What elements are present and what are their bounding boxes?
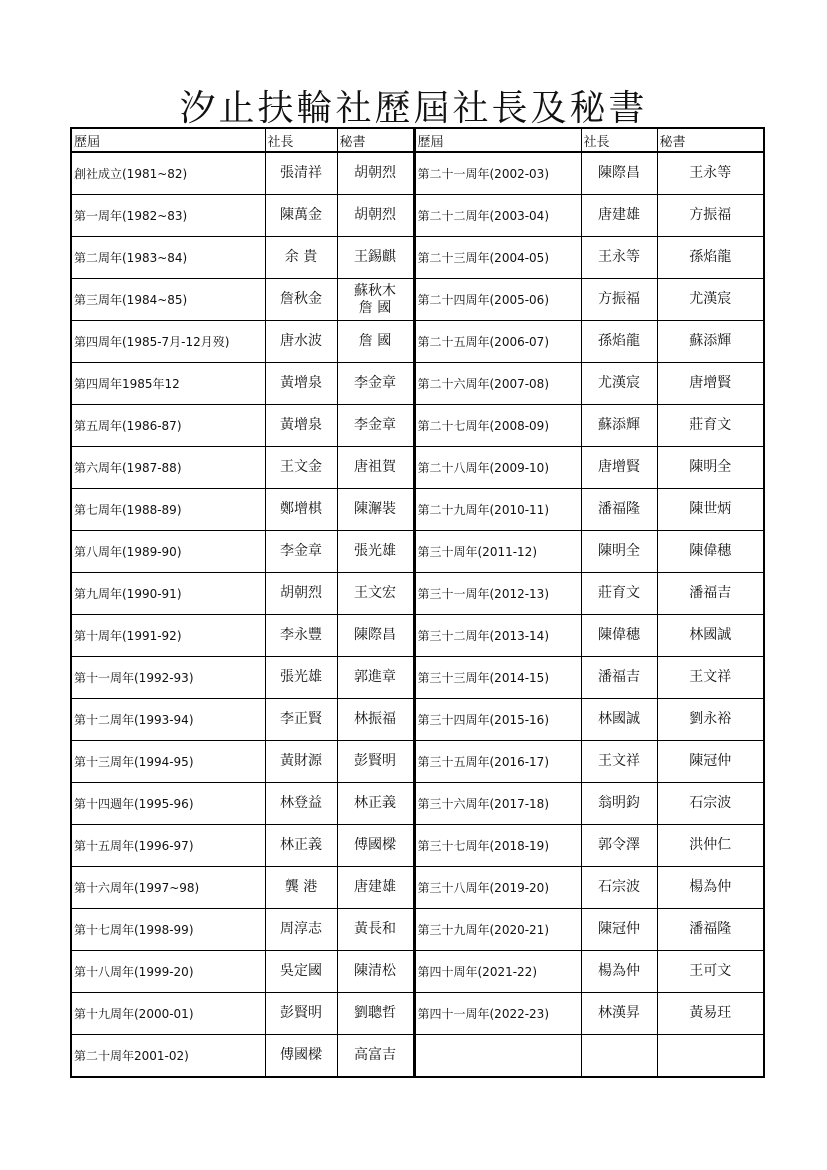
- table-row: [71, 951, 764, 993]
- cell-secretary-right: 黃易玨: [657, 993, 764, 1035]
- cell-secretary-right: 王可文: [657, 951, 764, 993]
- cell-secretary-right: 王文祥: [657, 657, 764, 699]
- cell-secretary-left: 陳際昌: [337, 615, 414, 657]
- table-row: [71, 615, 764, 657]
- cell-secretary-left: 王文宏: [337, 573, 414, 615]
- cell-secretary-right: 蘇添輝: [657, 321, 764, 363]
- cell-term-right: 第三十三周年(2014-15): [414, 657, 581, 699]
- cell-term-left: 第四周年(1985-7月-12月歿): [71, 321, 265, 363]
- table-row: [71, 531, 764, 573]
- cell-term-left: 第十二周年(1993-94): [71, 699, 265, 741]
- cell-term-right: 第三十周年(2011-12): [414, 531, 581, 573]
- cell-president-left: 傅國樑: [265, 1035, 337, 1078]
- cell-term-left: 創社成立(1981~82): [71, 152, 265, 195]
- cell-president-right: 尤漢宸: [581, 363, 657, 405]
- cell-president-left: 林登益: [265, 783, 337, 825]
- table-row: [71, 363, 764, 405]
- cell-term-left: 第二十周年2001-02): [71, 1035, 265, 1078]
- cell-term-left: 第六周年(1987-88): [71, 447, 265, 489]
- cell-president-right: 唐建雄: [581, 195, 657, 237]
- cell-secretary-right: 楊為仲: [657, 867, 764, 909]
- cell-president-right: 孫焰龍: [581, 321, 657, 363]
- cell-president-right: 王永等: [581, 237, 657, 279]
- header-term-right: 歷屆: [414, 128, 581, 152]
- cell-term-left: 第十周年(1991-92): [71, 615, 265, 657]
- cell-secretary-left: 陳清松: [337, 951, 414, 993]
- cell-secretary-left: 唐建雄: [337, 867, 414, 909]
- cell-secretary-right: 尤漢宸: [657, 279, 764, 321]
- cell-president-left: 龔 港: [265, 867, 337, 909]
- cell-president-left: 張清祥: [265, 152, 337, 195]
- cell-secretary-left: 黃長和: [337, 909, 414, 951]
- table-row: [71, 237, 764, 279]
- table-row: [71, 489, 764, 531]
- cell-president-right: 陳際昌: [581, 152, 657, 195]
- cell-president-left: 張光雄: [265, 657, 337, 699]
- cell-term-left: 第二周年(1983~84): [71, 237, 265, 279]
- table-row: [71, 909, 764, 951]
- header-president-right: 社長: [581, 128, 657, 152]
- cell-term-right: 第二十四周年(2005-06): [414, 279, 581, 321]
- header-term-left: 歷屆: [71, 128, 265, 152]
- cell-secretary-left: 林振福: [337, 699, 414, 741]
- cell-term-left: 第九周年(1990-91): [71, 573, 265, 615]
- cell-term-right: 第二十五周年(2006-07): [414, 321, 581, 363]
- cell-term-left: 第十七周年(1998-99): [71, 909, 265, 951]
- cell-secretary-right: 林國誠: [657, 615, 764, 657]
- cell-secretary-left: 唐祖賀: [337, 447, 414, 489]
- cell-secretary-left: 李金章: [337, 363, 414, 405]
- cell-president-left: 黃財源: [265, 741, 337, 783]
- cell-term-right: 第三十五周年(2016-17): [414, 741, 581, 783]
- table-row: [71, 657, 764, 699]
- cell-secretary-right: 洪仲仁: [657, 825, 764, 867]
- cell-term-left: 第五周年(1986-87): [71, 405, 265, 447]
- cell-term-left: 第十三周年(1994-95): [71, 741, 265, 783]
- cell-secretary-right: 潘福隆: [657, 909, 764, 951]
- cell-secretary-left: 李金章: [337, 405, 414, 447]
- header-secretary-left: 秘書: [337, 128, 414, 152]
- cell-term-left: 第十八周年(1999-20): [71, 951, 265, 993]
- table-row: [71, 783, 764, 825]
- cell-president-right: 楊為仲: [581, 951, 657, 993]
- cell-term-left: 第三周年(1984~85): [71, 279, 265, 321]
- cell-term-right: 第二十三周年(2004-05): [414, 237, 581, 279]
- cell-secretary-right: [657, 1035, 764, 1078]
- cell-president-left: 詹秋金: [265, 279, 337, 321]
- cell-president-left: 唐水波: [265, 321, 337, 363]
- cell-term-left: 第十六周年(1997~98): [71, 867, 265, 909]
- cell-president-right: 郭令澤: [581, 825, 657, 867]
- cell-term-left: 第一周年(1982~83): [71, 195, 265, 237]
- cell-president-left: 鄭增棋: [265, 489, 337, 531]
- cell-secretary-left: 張光雄: [337, 531, 414, 573]
- cell-secretary-right: 劉永裕: [657, 699, 764, 741]
- cell-secretary-right: 方振福: [657, 195, 764, 237]
- cell-president-right: 潘福隆: [581, 489, 657, 531]
- cell-president-left: 吳定國: [265, 951, 337, 993]
- cell-term-right: 第三十八周年(2019-20): [414, 867, 581, 909]
- cell-secretary-right: 莊育文: [657, 405, 764, 447]
- cell-term-left: 第十五周年(1996-97): [71, 825, 265, 867]
- cell-term-right: 第三十六周年(2017-18): [414, 783, 581, 825]
- cell-term-right: 第三十九周年(2020-21): [414, 909, 581, 951]
- cell-term-right: 第四十一周年(2022-23): [414, 993, 581, 1035]
- roster-body: [71, 152, 764, 1077]
- cell-term-right: 第二十九周年(2010-11): [414, 489, 581, 531]
- cell-secretary-left: 彭賢明: [337, 741, 414, 783]
- table-row: [71, 573, 764, 615]
- cell-secretary-left: 胡朝烈: [337, 152, 414, 195]
- table-row: [71, 993, 764, 1035]
- cell-secretary-left: 郭進章: [337, 657, 414, 699]
- table-row: [71, 447, 764, 489]
- cell-term-left: 第七周年(1988-89): [71, 489, 265, 531]
- cell-secretary-left: 傅國樑: [337, 825, 414, 867]
- cell-term-right: 第三十二周年(2013-14): [414, 615, 581, 657]
- cell-president-left: 周淳志: [265, 909, 337, 951]
- cell-term-right: 第四十周年(2021-22): [414, 951, 581, 993]
- cell-secretary-right: 陳明全: [657, 447, 764, 489]
- cell-secretary-left: 高富吉: [337, 1035, 414, 1078]
- cell-term-left: 第十九周年(2000-01): [71, 993, 265, 1035]
- table-row: [71, 279, 764, 321]
- cell-term-right: 第二十七周年(2008-09): [414, 405, 581, 447]
- cell-secretary-right: 陳世炳: [657, 489, 764, 531]
- cell-president-right: [581, 1035, 657, 1078]
- roster-table: [70, 127, 765, 1078]
- cell-secretary-left: 劉聰哲: [337, 993, 414, 1035]
- table-row: [71, 195, 764, 237]
- table-row: [71, 1035, 764, 1078]
- cell-president-left: 黃增泉: [265, 405, 337, 447]
- cell-president-left: 林正義: [265, 825, 337, 867]
- header-president-left: 社長: [265, 128, 337, 152]
- cell-president-left: 彭賢明: [265, 993, 337, 1035]
- cell-president-right: 陳明全: [581, 531, 657, 573]
- cell-term-left: 第十一周年(1992-93): [71, 657, 265, 699]
- cell-term-right: 第二十二周年(2003-04): [414, 195, 581, 237]
- cell-term-right: [414, 1035, 581, 1078]
- cell-secretary-left: 蘇秋木 詹 國: [337, 279, 414, 321]
- cell-president-right: 潘福吉: [581, 657, 657, 699]
- cell-president-right: 蘇添輝: [581, 405, 657, 447]
- cell-secretary-left: 胡朝烈: [337, 195, 414, 237]
- cell-president-left: 余 貴: [265, 237, 337, 279]
- cell-president-right: 翁明鈞: [581, 783, 657, 825]
- cell-president-left: 黃增泉: [265, 363, 337, 405]
- page-title: 汐止扶輪社歷屆社長及秘書: [179, 88, 648, 129]
- cell-secretary-right: 陳偉穗: [657, 531, 764, 573]
- cell-term-right: 第二十一周年(2002-03): [414, 152, 581, 195]
- cell-president-left: 李正賢: [265, 699, 337, 741]
- cell-president-right: 唐增賢: [581, 447, 657, 489]
- cell-secretary-left: 陳澥裝: [337, 489, 414, 531]
- cell-term-right: 第三十一周年(2012-13): [414, 573, 581, 615]
- cell-term-right: 第二十八周年(2009-10): [414, 447, 581, 489]
- cell-term-right: 第三十四周年(2015-16): [414, 699, 581, 741]
- table-row: [71, 867, 764, 909]
- cell-term-right: 第三十七周年(2018-19): [414, 825, 581, 867]
- table-row: [71, 321, 764, 363]
- table-row: [71, 699, 764, 741]
- cell-term-right: 第二十六周年(2007-08): [414, 363, 581, 405]
- cell-president-right: 陳冠仲: [581, 909, 657, 951]
- cell-term-left: 第十四週年(1995-96): [71, 783, 265, 825]
- cell-secretary-right: 石宗波: [657, 783, 764, 825]
- header-secretary-right: 秘書: [657, 128, 764, 152]
- header-row: [71, 128, 764, 152]
- cell-president-right: 石宗波: [581, 867, 657, 909]
- cell-term-left: 第四周年1985年12: [71, 363, 265, 405]
- cell-secretary-left: 林正義: [337, 783, 414, 825]
- cell-president-right: 林國誠: [581, 699, 657, 741]
- cell-president-right: 陳偉穗: [581, 615, 657, 657]
- cell-president-right: 方振福: [581, 279, 657, 321]
- cell-president-right: 莊育文: [581, 573, 657, 615]
- cell-secretary-right: 王永等: [657, 152, 764, 195]
- cell-secretary-left: 王錫麒: [337, 237, 414, 279]
- cell-secretary-right: 陳冠仲: [657, 741, 764, 783]
- cell-president-left: 陳萬金: [265, 195, 337, 237]
- table-row: [71, 405, 764, 447]
- cell-president-left: 王文金: [265, 447, 337, 489]
- cell-secretary-right: 潘福吉: [657, 573, 764, 615]
- cell-term-left: 第八周年(1989-90): [71, 531, 265, 573]
- table-row: [71, 825, 764, 867]
- cell-president-right: 王文祥: [581, 741, 657, 783]
- cell-president-left: 胡朝烈: [265, 573, 337, 615]
- table-row: [71, 741, 764, 783]
- cell-president-right: 林漢昇: [581, 993, 657, 1035]
- table-row: [71, 152, 764, 195]
- cell-secretary-right: 孫焰龍: [657, 237, 764, 279]
- cell-secretary-right: 唐增賢: [657, 363, 764, 405]
- cell-president-left: 李金章: [265, 531, 337, 573]
- cell-president-left: 李永豐: [265, 615, 337, 657]
- cell-secretary-left: 詹 國: [337, 321, 414, 363]
